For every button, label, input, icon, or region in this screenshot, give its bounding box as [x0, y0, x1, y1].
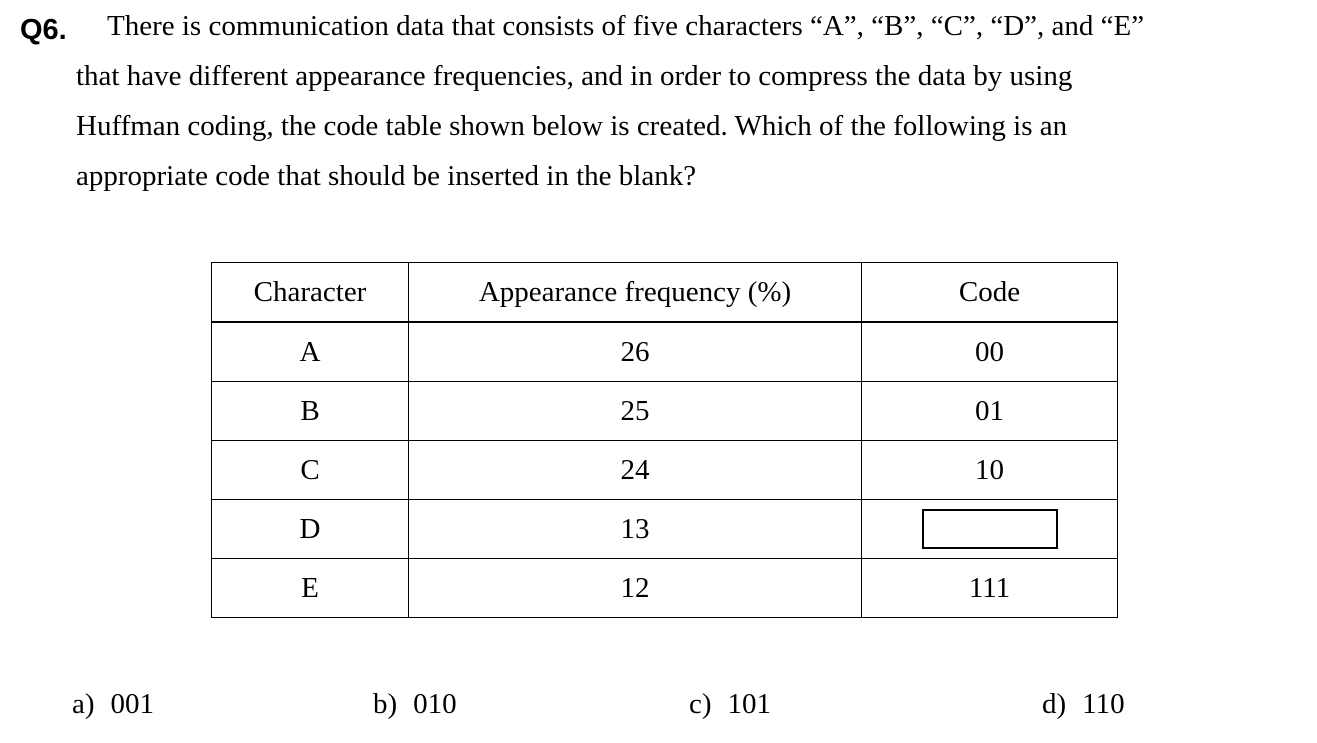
cell-frequency: 12	[409, 559, 862, 618]
question-label: Q6.	[20, 14, 67, 46]
choice-letter: b)	[373, 688, 398, 720]
choice-value: 001	[110, 688, 155, 720]
choice-value: 110	[1082, 688, 1125, 720]
choice-value: 101	[727, 688, 772, 720]
choice-d	[1042, 688, 1125, 721]
table-header-row	[212, 263, 1118, 323]
cell-code-blank	[862, 500, 1118, 559]
choice-letter: c)	[689, 688, 712, 720]
table-row	[212, 500, 1118, 559]
choice-a	[72, 688, 154, 721]
cell-character: C	[212, 441, 409, 500]
cell-character: B	[212, 382, 409, 441]
cell-frequency: 13	[409, 500, 862, 559]
table-row	[212, 322, 1118, 382]
cell-code: 01	[862, 382, 1118, 441]
table-row	[212, 441, 1118, 500]
choice-letter: d)	[1042, 688, 1067, 720]
cell-character: D	[212, 500, 409, 559]
answer-blank-box	[922, 509, 1058, 549]
code-table	[211, 262, 1118, 618]
choice-c	[689, 688, 771, 721]
question-line: appropriate code that should be inserted in the blank?	[76, 160, 697, 192]
table-row	[212, 559, 1118, 618]
cell-code: 00	[862, 322, 1118, 382]
cell-frequency: 24	[409, 441, 862, 500]
cell-frequency: 25	[409, 382, 862, 441]
cell-character: A	[212, 322, 409, 382]
cell-code: 10	[862, 441, 1118, 500]
table-row	[212, 382, 1118, 441]
cell-frequency: 26	[409, 322, 862, 382]
question-line: Huffman coding, the code table shown below is created. Which of the following is an	[76, 110, 1068, 142]
header-character: Character	[212, 263, 409, 323]
cell-code: 111	[862, 559, 1118, 618]
choice-value: 010	[413, 688, 457, 720]
choice-letter: a)	[72, 688, 95, 720]
header-frequency: Appearance frequency (%)	[409, 263, 862, 323]
question-line: that have different appearance frequencies, and in order to compress the data by using	[76, 60, 1073, 92]
choice-b	[373, 688, 457, 721]
cell-character: E	[212, 559, 409, 618]
question-line: There is communication data that consists of five characters “A”, “B”, “C”, “D”, and “E”	[107, 10, 1145, 42]
header-code: Code	[862, 263, 1118, 323]
